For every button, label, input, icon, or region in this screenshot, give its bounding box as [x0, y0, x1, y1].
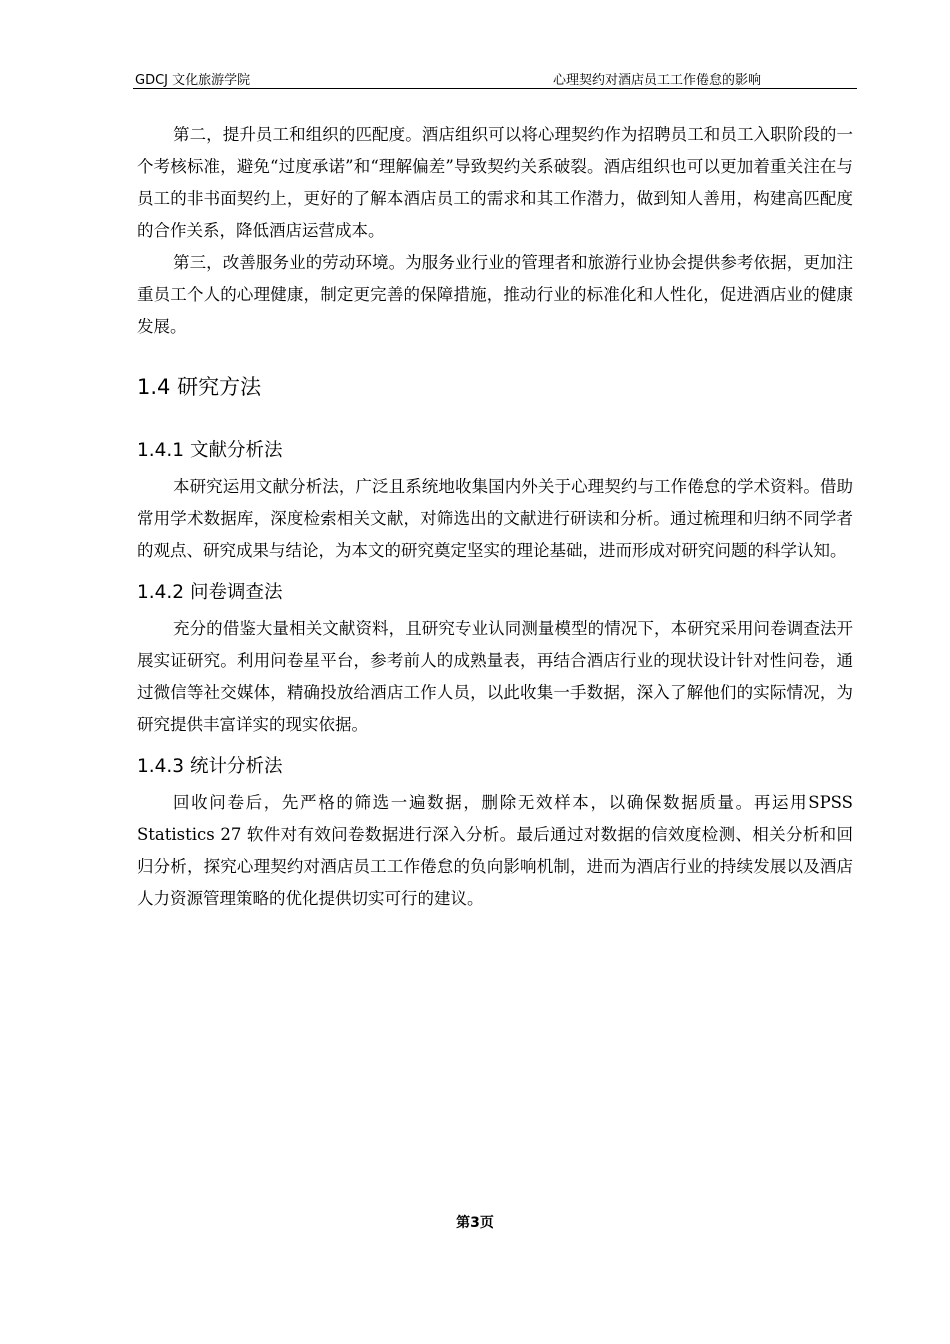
paragraph-statistical-analysis: 回收问卷后，先严格的筛选一遍数据，删除无效样本，以确保数据质量。再运用SPSS Statistics 27 软件对有效问卷数据进行深入分析。最后通过对数据的信效度检测、相关分析和回归分析，探究心理契约对酒店员工工作倦怠的负向影响机制，进而为酒店行业的持续发展以及酒店人力资源管理策略的优化提供切实可行的建议。	[137, 793, 853, 908]
paragraph-third-point: 第三，改善服务业的劳动环境。为服务业行业的管理者和旅游行业协会提供参考依据，更加注重员工个人的心理健康，制定更完善的保障措施，推动行业的标准化和人性化，促进酒店业的健康发展。	[137, 253, 853, 336]
header-thesis-title: 心理契约对酒店员工工作倦怠的影响	[552, 73, 761, 88]
page-body	[137, 119, 853, 915]
page-number: 第3页	[456, 1215, 494, 1231]
page-header	[133, 68, 857, 89]
paragraph-questionnaire-survey: 充分的借鉴大量相关文献资料，且研究专业认同测量模型的情况下，本研究采用问卷调查法开展实证研究。利用问卷星平台，参考前人的成熟量表，再结合酒店行业的现状设计针对性问卷，通过微信等社交媒体，精确投放给酒店工作人员，以此收集一手数据，深入了解他们的实际情况，为研究提供丰富详实的现实依据。	[137, 619, 853, 734]
subsection-heading-literature: 1.4.1 文献分析法	[137, 440, 283, 461]
subsection-heading-questionnaire: 1.4.2 问卷调查法	[137, 582, 283, 603]
subsection-heading-statistics: 1.4.3 统计分析法	[137, 756, 283, 777]
section-heading: 1.4 研究方法	[137, 375, 262, 399]
header-institution: GDCJ 文化旅游学院	[135, 73, 251, 88]
paragraph-literature-analysis: 本研究运用文献分析法，广泛且系统地收集国内外关于心理契约与工作倦怠的学术资料。借助常用学术数据库，深度检索相关文献，对筛选出的文献进行研读和分析。通过梳理和归纳不同学者的观点、研究成果与结论，为本文的研究奠定坚实的理论基础，进而形成对研究问题的科学认知。	[137, 477, 853, 560]
paragraph-second-point: 第二，提升员工和组织的匹配度。酒店组织可以将心理契约作为招聘员工和员工入职阶段的一个考核标准，避免“过度承诺”和“理解偏差”导致契约关系破裂。酒店组织也可以更加着重关注在与员工的非书面契约上，更好的了解本酒店员工的需求和其工作潜力，做到知人善用，构建高匹配度的合作关系，降低酒店运营成本。	[137, 125, 853, 240]
